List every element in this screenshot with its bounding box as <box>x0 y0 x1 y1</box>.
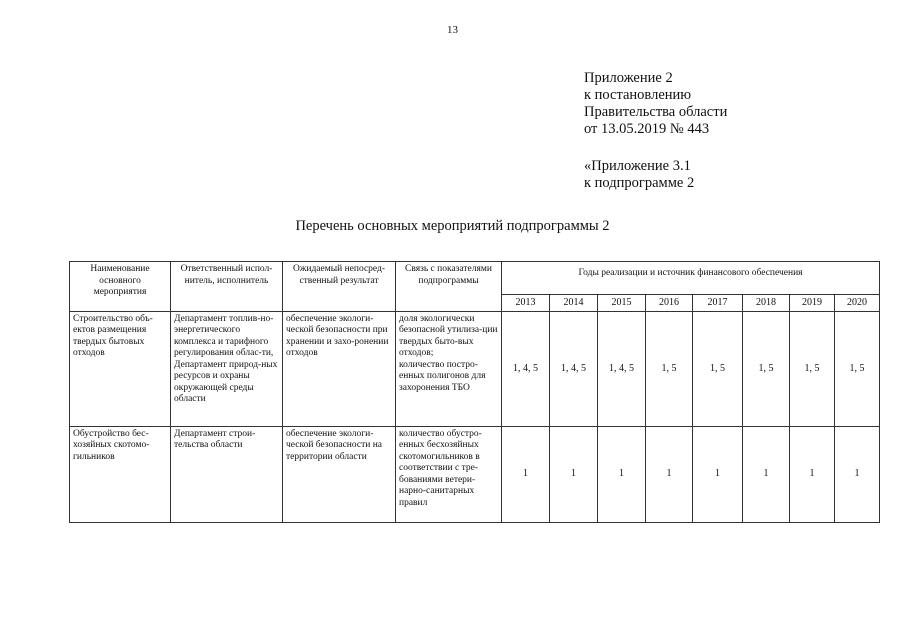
header-year: 2020 <box>835 295 880 312</box>
header-link: Связь с показателями подпрограммы <box>396 262 502 312</box>
appendix-line: Правительства области <box>584 104 728 120</box>
cell-link-part: количество постро-енных полигонов для захоронения ТБО <box>399 359 486 393</box>
appendix-line: от 13.05.2019 № 443 <box>584 121 710 137</box>
cell-year-value: 1 <box>693 426 743 522</box>
header-name: Наименование основного мероприятия <box>70 262 171 312</box>
cell-year-value: 1 <box>550 426 598 522</box>
sub-appendix-line: к подпрограмме 2 <box>584 175 695 191</box>
cell-link <box>396 311 502 426</box>
cell-year-value: 1 <box>790 426 835 522</box>
cell-executor-part: Департамент природ-ных ресурсов и охраны окружающей среды области <box>174 359 278 404</box>
header-year: 2017 <box>693 295 743 312</box>
cell-executor: Департамент строи-тельства области <box>171 426 283 522</box>
cell-link-part: доля экологически безопасной утилиза-ции твердых быто-вых отходов; <box>399 313 498 358</box>
cell-result: обеспечение экологи-ческой безопасности при хранении и захо-ронении отходов <box>283 311 396 426</box>
header-year: 2018 <box>743 295 790 312</box>
sub-appendix-line: «Приложение 3.1 <box>584 158 691 174</box>
cell-year-value: 1, 4, 5 <box>502 311 550 426</box>
header-executor: Ответственный испол-нитель, исполнитель <box>171 262 283 312</box>
document-title: Перечень основных мероприятий подпрограммы 2 <box>295 218 610 234</box>
cell-executor-part: Департамент топлив-но-энергетического комплекса и тарифного регулирования облас-ти, <box>174 313 274 358</box>
table-header-row <box>70 262 880 295</box>
header-years-group: Годы реализации и источник финансового обеспечения <box>502 262 880 295</box>
cell-year-value: 1, 4, 5 <box>598 311 646 426</box>
header-year: 2019 <box>790 295 835 312</box>
cell-executor <box>171 311 283 426</box>
header-year: 2015 <box>598 295 646 312</box>
cell-name: Обустройство бес-хозяйных скотомо-гильников <box>70 426 171 522</box>
cell-year-value: 1 <box>502 426 550 522</box>
cell-result: обеспечение экологи-ческой безопасности на территории области <box>283 426 396 522</box>
appendix-line: Приложение 2 <box>584 70 673 86</box>
cell-name: Строительство объ-ектов размещения твердых бытовых отходов <box>70 311 171 426</box>
cell-year-value: 1, 5 <box>646 311 693 426</box>
cell-year-value: 1, 5 <box>790 311 835 426</box>
cell-year-value: 1, 4, 5 <box>550 311 598 426</box>
cell-year-value: 1 <box>835 426 880 522</box>
cell-year-value: 1 <box>646 426 693 522</box>
appendix-block <box>584 70 727 138</box>
page-number: 13 <box>447 24 458 36</box>
cell-year-value: 1 <box>743 426 790 522</box>
table-row <box>70 311 880 426</box>
cell-year-value: 1, 5 <box>835 311 880 426</box>
header-year: 2016 <box>646 295 693 312</box>
table-row <box>70 426 880 522</box>
sub-appendix-block <box>584 158 694 192</box>
cell-link: количество обустро-енных бесхозяйных скотомогильников в соответствии с тре-бованиями ветери-нарно-санитарных правил <box>396 426 502 522</box>
appendix-line: к постановлению <box>584 87 692 103</box>
measures-table <box>69 261 880 523</box>
cell-year-value: 1, 5 <box>743 311 790 426</box>
cell-year-value: 1 <box>598 426 646 522</box>
header-result: Ожидаемый непосред-ственный результат <box>283 262 396 312</box>
cell-year-value: 1, 5 <box>693 311 743 426</box>
header-year: 2013 <box>502 295 550 312</box>
header-year: 2014 <box>550 295 598 312</box>
